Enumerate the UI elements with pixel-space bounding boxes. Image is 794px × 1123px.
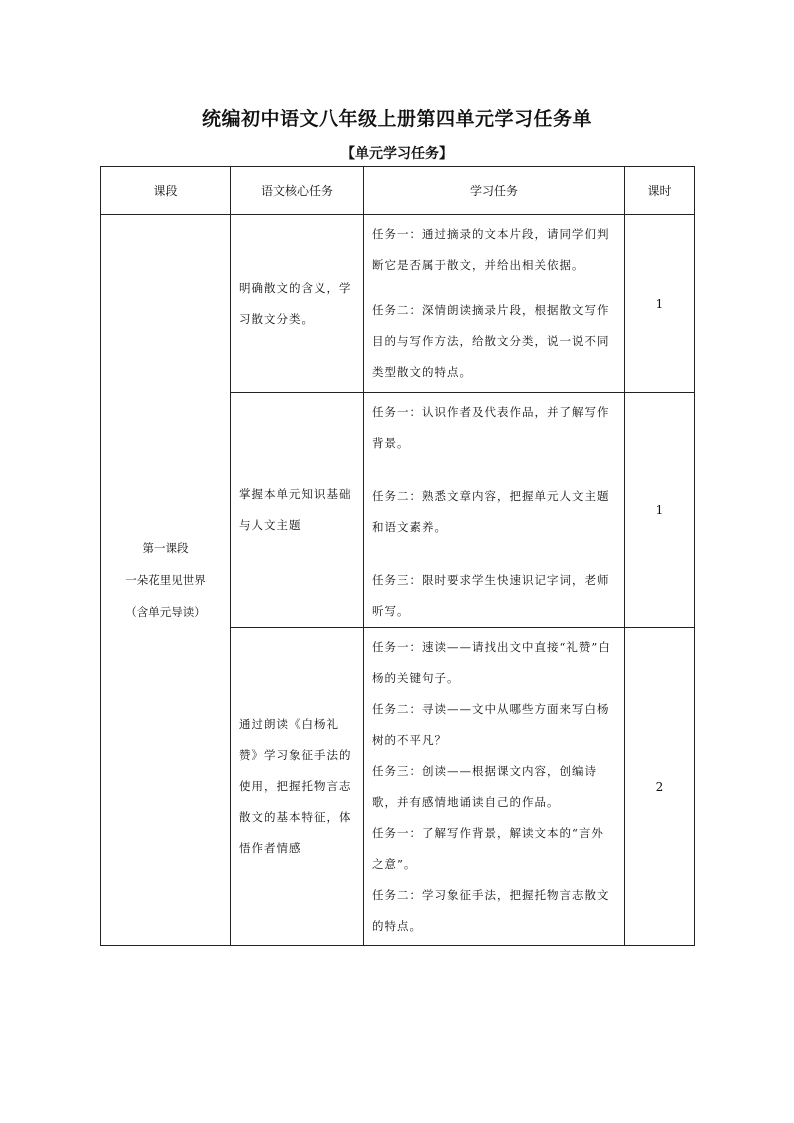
task-item: 任务一：了解写作背景，解读文本的“言外之意”。: [372, 826, 604, 871]
task-item: 任务一：通过摘录的文本片段，请同学们判断它是否属于散文，并给出相关依据。: [372, 227, 610, 272]
stage-line-1: 第一课段: [142, 541, 189, 555]
stage-cell: [101, 215, 231, 946]
stage-line-2: 一朵花里见世界: [125, 573, 206, 587]
task-item: 任务二：熟悉文章内容，把握单元人文主题和语文素养。: [372, 489, 610, 534]
header-hours: 课时: [625, 167, 695, 215]
header-stage: 课段: [101, 167, 231, 215]
hours-cell: 1: [625, 393, 695, 628]
stage-line-3: （含单元导读）: [125, 605, 206, 619]
core-task-cell: 掌握本单元知识基础与人文主题: [231, 393, 364, 628]
header-core-task: 语文核心任务: [231, 167, 364, 215]
task-item: 任务二：寻读——文中从哪些方面来写白杨树的不平凡？: [372, 702, 610, 747]
hours-cell: 2: [625, 628, 695, 946]
core-task-cell: 通过朗读《白杨礼赞》学习象征手法的使用，把握托物言志散文的基本特征，体悟作者情感: [231, 628, 364, 946]
core-task-cell: 明确散文的含义，学习散文分类。: [231, 215, 364, 393]
header-learning-task: 学习任务: [364, 167, 625, 215]
task-item: 任务一：速读——请找出文中直接“礼赞”白杨的关键句子。: [372, 640, 611, 685]
table-row: [101, 215, 695, 393]
task-table: [100, 166, 695, 946]
learning-task-cell: [364, 628, 625, 946]
task-item: 任务三：限时要求学生快速识记字词，老师听写。: [372, 573, 610, 618]
task-item: 任务二：深情朗读摘录片段，根据散文写作目的与写作方法，给散文分类，说一说不同类型散文的特点。: [372, 303, 610, 379]
table-header-row: [101, 167, 695, 215]
section-subtitle: 【单元学习任务】: [341, 146, 453, 162]
task-item: 任务二：学习象征手法，把握托物言志散文的特点。: [372, 888, 610, 933]
task-item: 任务三：创读——根据课文内容，创编诗歌，并有感情地诵读自己的作品。: [372, 764, 597, 809]
task-item: 任务一：认识作者及代表作品，并了解写作背景。: [372, 405, 610, 450]
learning-task-cell: [364, 215, 625, 393]
page-title: 统编初中语文八年级上册第四单元学习任务单: [201, 108, 592, 130]
learning-task-cell: [364, 393, 625, 628]
hours-cell: 1: [625, 215, 695, 393]
